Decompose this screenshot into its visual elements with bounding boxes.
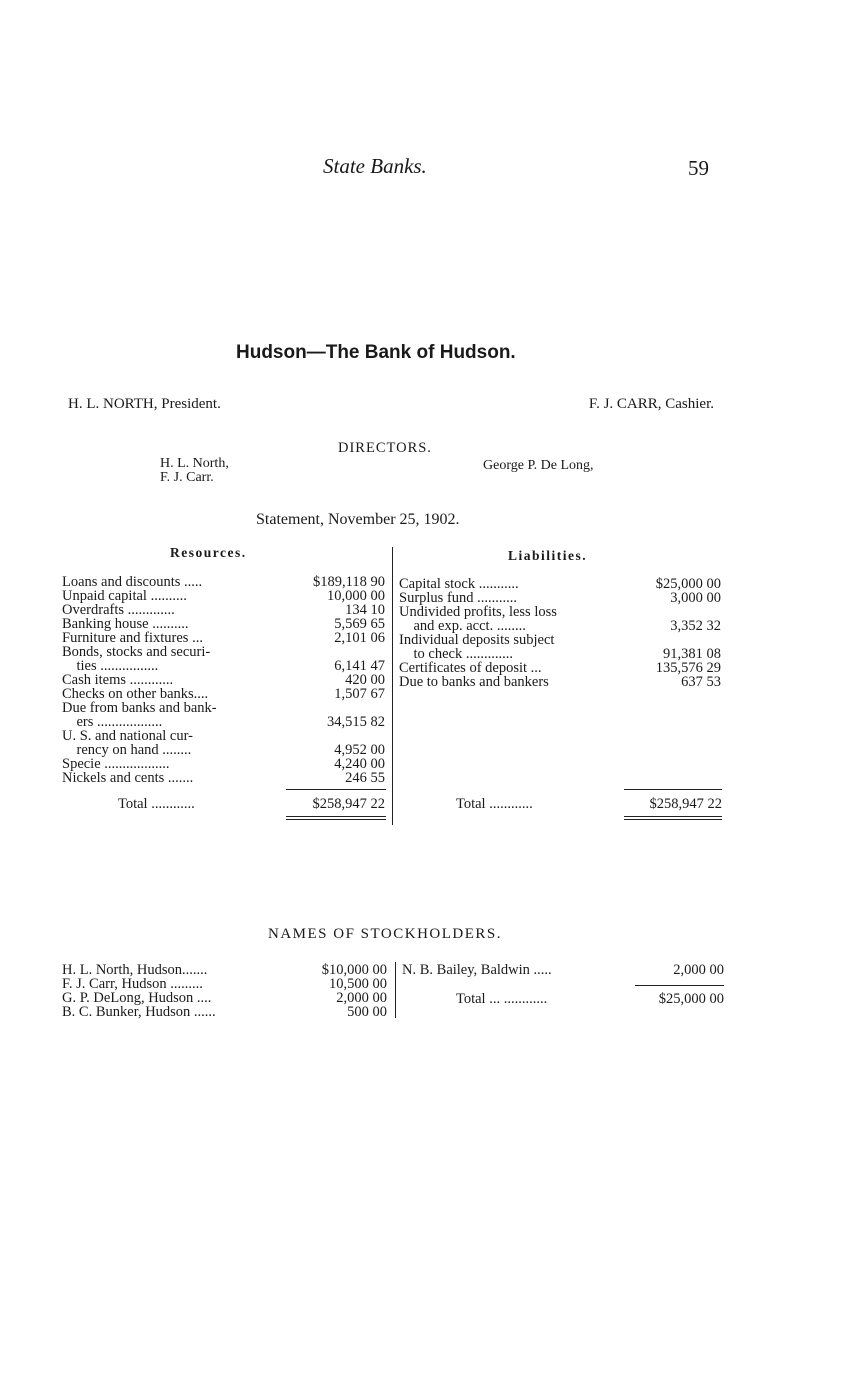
bank-title: Hudson—The Bank of Hudson. (236, 342, 516, 363)
liability-row: Individual deposits subject (399, 632, 555, 648)
resources-total-row: Total ............ $258,947 22 (118, 796, 385, 812)
resource-row: Specie .................. 4,240 00 (62, 756, 385, 772)
resources-heading: Resources. (170, 545, 247, 560)
liability-row: to check ............. 91,381 08 (399, 646, 721, 662)
stockholder-row: B. C. Bunker, Hudson ...... 500 00 (62, 1004, 387, 1020)
director-left-2: F. J. Carr. (160, 470, 214, 485)
resources-total-double-rule (286, 816, 386, 820)
resource-row: Furniture and fixtures ... 2,101 06 (62, 630, 385, 646)
resource-row: Overdrafts ............. 134 10 (62, 602, 385, 618)
cashier-line: F. J. CARR, Cashier. (588, 396, 714, 412)
liabilities-total-double-rule (624, 816, 722, 820)
resource-row: Cash items ............ 420 00 (62, 672, 385, 688)
resource-row: ers .................. 34,515 82 (62, 714, 385, 730)
stockholder-row: G. P. DeLong, Hudson .... 2,000 00 (62, 990, 387, 1006)
liabilities-sum-rule (624, 789, 722, 790)
liability-row: Certificates of deposit ... 135,576 29 (399, 660, 721, 676)
resources-sum-rule (286, 789, 386, 790)
resource-row: U. S. and national cur- (62, 728, 193, 744)
stockholders-sum-rule (635, 985, 724, 986)
stockholders-column-divider (395, 962, 396, 1018)
liability-row: Surplus fund ........... 3,000 00 (399, 590, 721, 606)
president-line: H. L. NORTH, President. (68, 396, 221, 412)
stockholders-heading: NAMES OF STOCKHOLDERS. (268, 926, 503, 942)
statement-column-divider (392, 547, 393, 825)
liability-row: Due to banks and bankers 637 53 (399, 674, 721, 690)
statement-title: Statement, November 25, 1902. (256, 511, 460, 528)
resource-row: Due from banks and bank- (62, 700, 217, 716)
resource-row: rency on hand ........ 4,952 00 (62, 742, 385, 758)
liability-row: Capital stock ........... $25,000 00 (399, 576, 721, 592)
stockholder-row: N. B. Bailey, Baldwin ..... 2,000 00 (402, 962, 724, 978)
stockholders-total-row: Total ... ............ $25,000 00 (456, 991, 724, 1007)
liability-row: Undivided profits, less loss (399, 604, 557, 620)
director-left-1: H. L. North, (160, 456, 229, 471)
page-number: 59 (688, 156, 709, 180)
resource-row: Bonds, stocks and securi- (62, 644, 211, 660)
directors-heading: DIRECTORS. (338, 440, 432, 456)
resource-row: Nickels and cents ....... 246 55 (62, 770, 385, 786)
stockholder-row: F. J. Carr, Hudson ......... 10,500 00 (62, 976, 387, 992)
running-header-title: State Banks. (323, 154, 427, 178)
resource-row: ties ................ 6,141 47 (62, 658, 385, 674)
liabilities-total-row: Total ............ $258,947 22 (456, 796, 722, 812)
liabilities-heading: Liabilities. (508, 548, 588, 563)
resource-row: Loans and discounts ..... $189,118 90 (62, 574, 385, 590)
resource-row: Checks on other banks.... 1,507 67 (62, 686, 385, 702)
resource-row: Banking house .......... 5,569 65 (62, 616, 385, 632)
stockholder-row: H. L. North, Hudson....... $10,000 00 (62, 962, 387, 978)
liability-row: and exp. acct. ........ 3,352 32 (399, 618, 721, 634)
director-right-1: George P. De Long, (483, 458, 594, 473)
resource-row: Unpaid capital .......... 10,000 00 (62, 588, 385, 604)
